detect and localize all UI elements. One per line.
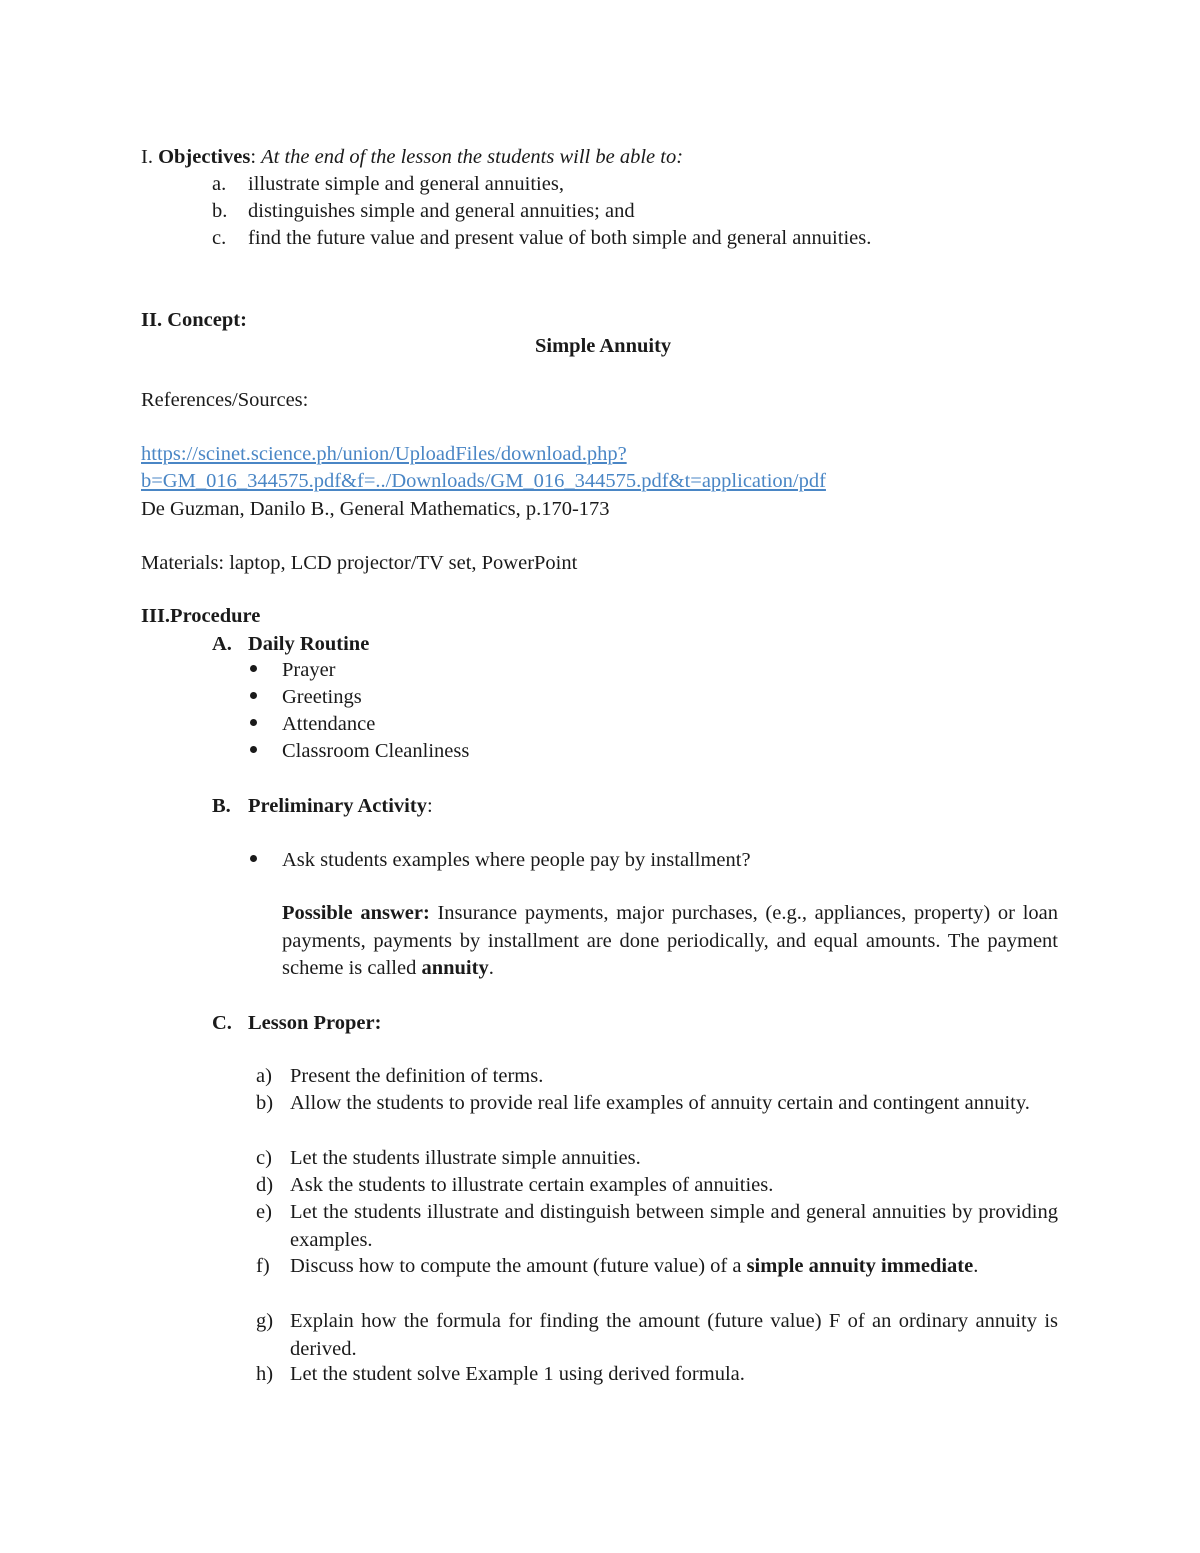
objective-marker: a. xyxy=(212,173,227,195)
objective-marker: b. xyxy=(212,200,228,222)
daily-routine-title: Daily Routine xyxy=(248,633,370,655)
preliminary-title-line: Preliminary Activity: xyxy=(248,795,433,817)
lesson-marker: g) xyxy=(256,1310,274,1332)
lesson-item: Let the students illustrate and distinguish between simple and general annuities by providing examples. xyxy=(290,1201,1058,1251)
daily-routine-marker: A. xyxy=(212,633,232,655)
lesson-item: Let the students illustrate simple annuities. xyxy=(290,1147,641,1169)
objective-item: find the future value and present value of both simple and general annuities. xyxy=(248,227,872,249)
lesson-item: Ask the students to illustrate certain examples of annuities. xyxy=(290,1174,774,1196)
possible-answer-label: Possible answer: xyxy=(282,902,430,924)
concept-title: Simple Annuity xyxy=(535,335,672,357)
reference-link-line1[interactable]: https://scinet.science.ph/union/UploadFiles/download.php? xyxy=(141,443,627,465)
lesson-marker: c) xyxy=(256,1147,272,1169)
lesson-item: Discuss how to compute the amount (future value) of a simple annuity immediate. xyxy=(290,1255,979,1277)
objective-item: illustrate simple and general annuities, xyxy=(248,173,564,195)
routine-item: Attendance xyxy=(282,713,376,735)
procedure-heading: III.Procedure xyxy=(141,605,261,627)
routine-item: Greetings xyxy=(282,686,362,708)
possible-answer: Possible answer: Insurance payments, major purchases, (e.g., appliances, property) or loan payments, payments by installment are done periodically, and equal amounts. The payment scheme is called annuity. xyxy=(282,902,1059,979)
objectives-label: Objectives xyxy=(158,146,251,168)
bullet-icon xyxy=(250,665,257,672)
lesson-proper-title: Lesson Proper: xyxy=(248,1012,382,1034)
lesson-marker: b) xyxy=(256,1092,274,1114)
routine-item: Prayer xyxy=(282,659,336,681)
bullet-icon xyxy=(250,719,257,726)
lesson-marker: f) xyxy=(256,1255,270,1277)
bullet-icon xyxy=(250,746,257,753)
simple-annuity-immediate-term: simple annuity immediate xyxy=(746,1255,974,1277)
lesson-marker: e) xyxy=(256,1201,272,1223)
preliminary-title: Preliminary Activity xyxy=(248,795,427,817)
preliminary-question: Ask students examples where people pay by installment? xyxy=(282,849,751,871)
objectives-intro: At the end of the lesson the students will be able to: xyxy=(261,146,684,168)
lesson-marker: h) xyxy=(256,1363,274,1385)
objectives-heading: I. Objectives: At the end of the lesson the students will be able to: xyxy=(141,146,684,168)
lesson-item: Allow the students to provide real life examples of annuity certain and contingent annuity. xyxy=(290,1092,1030,1114)
lesson-item: Let the student solve Example 1 using derived formula. xyxy=(290,1363,745,1385)
references-label: References/Sources: xyxy=(141,389,309,411)
bullet-icon xyxy=(250,692,257,699)
preliminary-marker: B. xyxy=(212,795,231,817)
lesson-marker: a) xyxy=(256,1065,272,1087)
lesson-marker: d) xyxy=(256,1174,274,1196)
lesson-item: Explain how the formula for finding the amount (future value) F of an ordinary annuity is derived. xyxy=(290,1310,1058,1360)
reference-link-line2[interactable]: b=GM_016_344575.pdf&f=../Downloads/GM_016_344575.pdf&t=application/pdf xyxy=(141,470,826,492)
lesson-proper-marker: C. xyxy=(212,1012,232,1034)
book-reference: De Guzman, Danilo B., General Mathematics, p.170-173 xyxy=(141,498,610,520)
objective-marker: c. xyxy=(212,227,227,249)
lesson-item: Present the definition of terms. xyxy=(290,1065,544,1087)
objective-item: distinguishes simple and general annuities; and xyxy=(248,200,635,222)
concept-heading: II. Concept: xyxy=(141,309,247,331)
annuity-term: annuity xyxy=(421,957,489,979)
bullet-icon xyxy=(250,855,257,862)
materials: Materials: laptop, LCD projector/TV set, PowerPoint xyxy=(141,552,578,574)
routine-item: Classroom Cleanliness xyxy=(282,740,470,762)
